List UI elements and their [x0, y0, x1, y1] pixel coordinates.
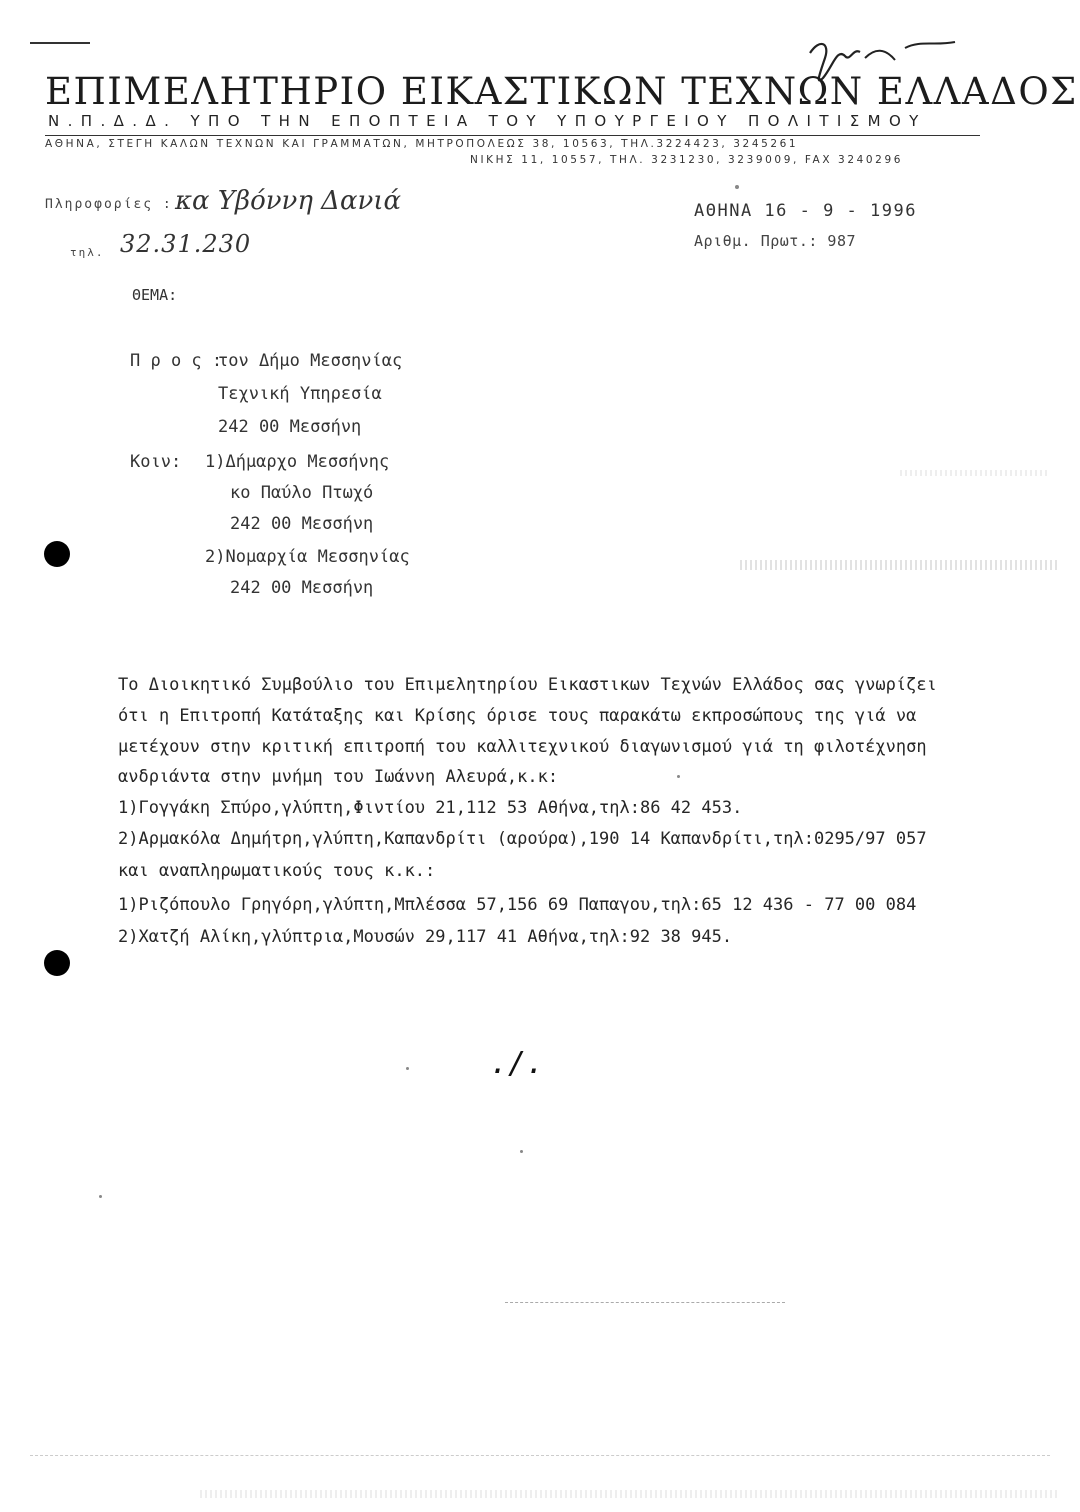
scan-speck: [99, 1195, 102, 1198]
scan-speck: [677, 775, 680, 778]
scan-line: [505, 1302, 785, 1303]
body-line: και αναπληρωματικούς τους κ.κ.:: [118, 861, 436, 881]
organization-title: ΕΠΙΜΕΛΗΤΗΡΙΟ ΕΙΚΑΣΤΙΚΩΝ ΤΕΧΝΩΝ ΕΛΛΑΔΟΣ: [45, 70, 1078, 113]
body-line: 1)Ριζόπουλο Γρηγόρη,γλύπτη,Μπλέσσα 57,156 69 Παπαγου,τηλ:65 12 436 - 77 00 084: [118, 895, 917, 915]
scan-line: [30, 1455, 1050, 1456]
body-line: μετέχουν στην κριτική επιτροπή του καλλιτεχνικού διαγωνισμού γιά τη φιλοτέχνηση: [118, 737, 927, 757]
body-line: ότι η Επιτροπή Κατάταξης και Κρίσης όρισε τους παρακάτω εκπροσώπους της γιά να: [118, 706, 917, 726]
letter-date: ΑΘΗΝΑ 16 - 9 - 1996: [694, 201, 917, 221]
scan-speck: [520, 1150, 523, 1153]
cc-label: Κοιν:: [130, 452, 182, 472]
body-line: ανδριάντα στην μνήμη του Ιωάννη Αλευρά,κ.κ:: [118, 767, 559, 787]
cc-line: 242 00 Μεσσήνη: [230, 578, 374, 598]
punch-hole: [44, 950, 70, 976]
to-label: Π ρ ο ς :: [130, 351, 223, 371]
cc-line: κο Παύλο Πτωχό: [230, 483, 374, 503]
to-line: τον Δήμο Μεσσηνίας: [218, 351, 403, 371]
scan-speck: [735, 185, 739, 189]
cc-line: 1)Δήμαρχο Μεσσήνης: [205, 452, 390, 472]
scan-noise: [740, 560, 1060, 570]
to-line: Τεχνική Υπηρεσία: [218, 384, 382, 404]
address-line-1: ΑΘΗΝΑ, ΣΤΕΓΗ ΚΑΛΩΝ ΤΕΧΝΩΝ ΚΑΙ ΓΡΑΜΜΑΤΩΝ, ΜΗΤΡΟΠΟΛΕΩΣ 38, 10563, ΤΗΛ.3224423, 3245261: [45, 138, 799, 150]
to-line: 242 00 Μεσσήνη: [218, 417, 362, 437]
body-line: 1)Γογγάκη Σπύρο,γλύπτη,Φιντίου 21,112 53 Αθήνα,τηλ:86 42 453.: [118, 798, 743, 818]
body-line: 2)Αρμακόλα Δημήτρη,γλύπτη,Καπανδρίτι (αρούρα),190 14 Καπανδρίτι,τηλ:0295/97 057: [118, 829, 927, 849]
tel-label: τηλ.: [70, 246, 105, 259]
protocol-number: Αριθμ. Πρωτ.: 987: [694, 232, 857, 250]
letterhead-rule: [45, 135, 980, 136]
info-label: Πληροφορίες :: [45, 197, 173, 212]
tel-number-handwritten: 32.31.230: [120, 230, 252, 258]
organization-subtitle: Ν.Π.Δ.Δ. ΥΠΟ ΤΗΝ ΕΠΟΠΤΕΙΑ ΤΟΥ ΥΠΟΥΡΓΕΙΟΥ ΠΟΛΙΤΙΣΜΟΥ: [48, 112, 927, 130]
scan-speck: [406, 1067, 409, 1070]
cc-line: 2)Νομαρχία Μεσσηνίας: [205, 547, 410, 567]
corner-mark: [30, 42, 90, 44]
address-line-2: ΝΙΚΗΣ 11, 10557, ΤΗΛ. 3231230, 3239009, FAX 3240296: [470, 154, 904, 166]
cc-line: 242 00 Μεσσήνη: [230, 514, 374, 534]
subject-label: ΘΕΜΑ:: [132, 286, 178, 304]
continuation-mark: ./.: [490, 1046, 545, 1081]
body-line: 2)Χατζή Αλίκη,γλύπτρια,Μουσών 29,117 41 Αθήνα,τηλ:92 38 945.: [118, 927, 733, 947]
punch-hole: [44, 541, 70, 567]
body-line: Το Διοικητικό Συμβούλιο του Επιμελητηρίου Εικαστικων Τεχνών Ελλάδος σας γνωρίζει: [118, 675, 937, 695]
contact-name-handwritten: κα Υβόννη Δανιά: [175, 186, 402, 216]
scan-noise: [200, 1490, 1060, 1498]
scan-noise: [900, 470, 1050, 476]
